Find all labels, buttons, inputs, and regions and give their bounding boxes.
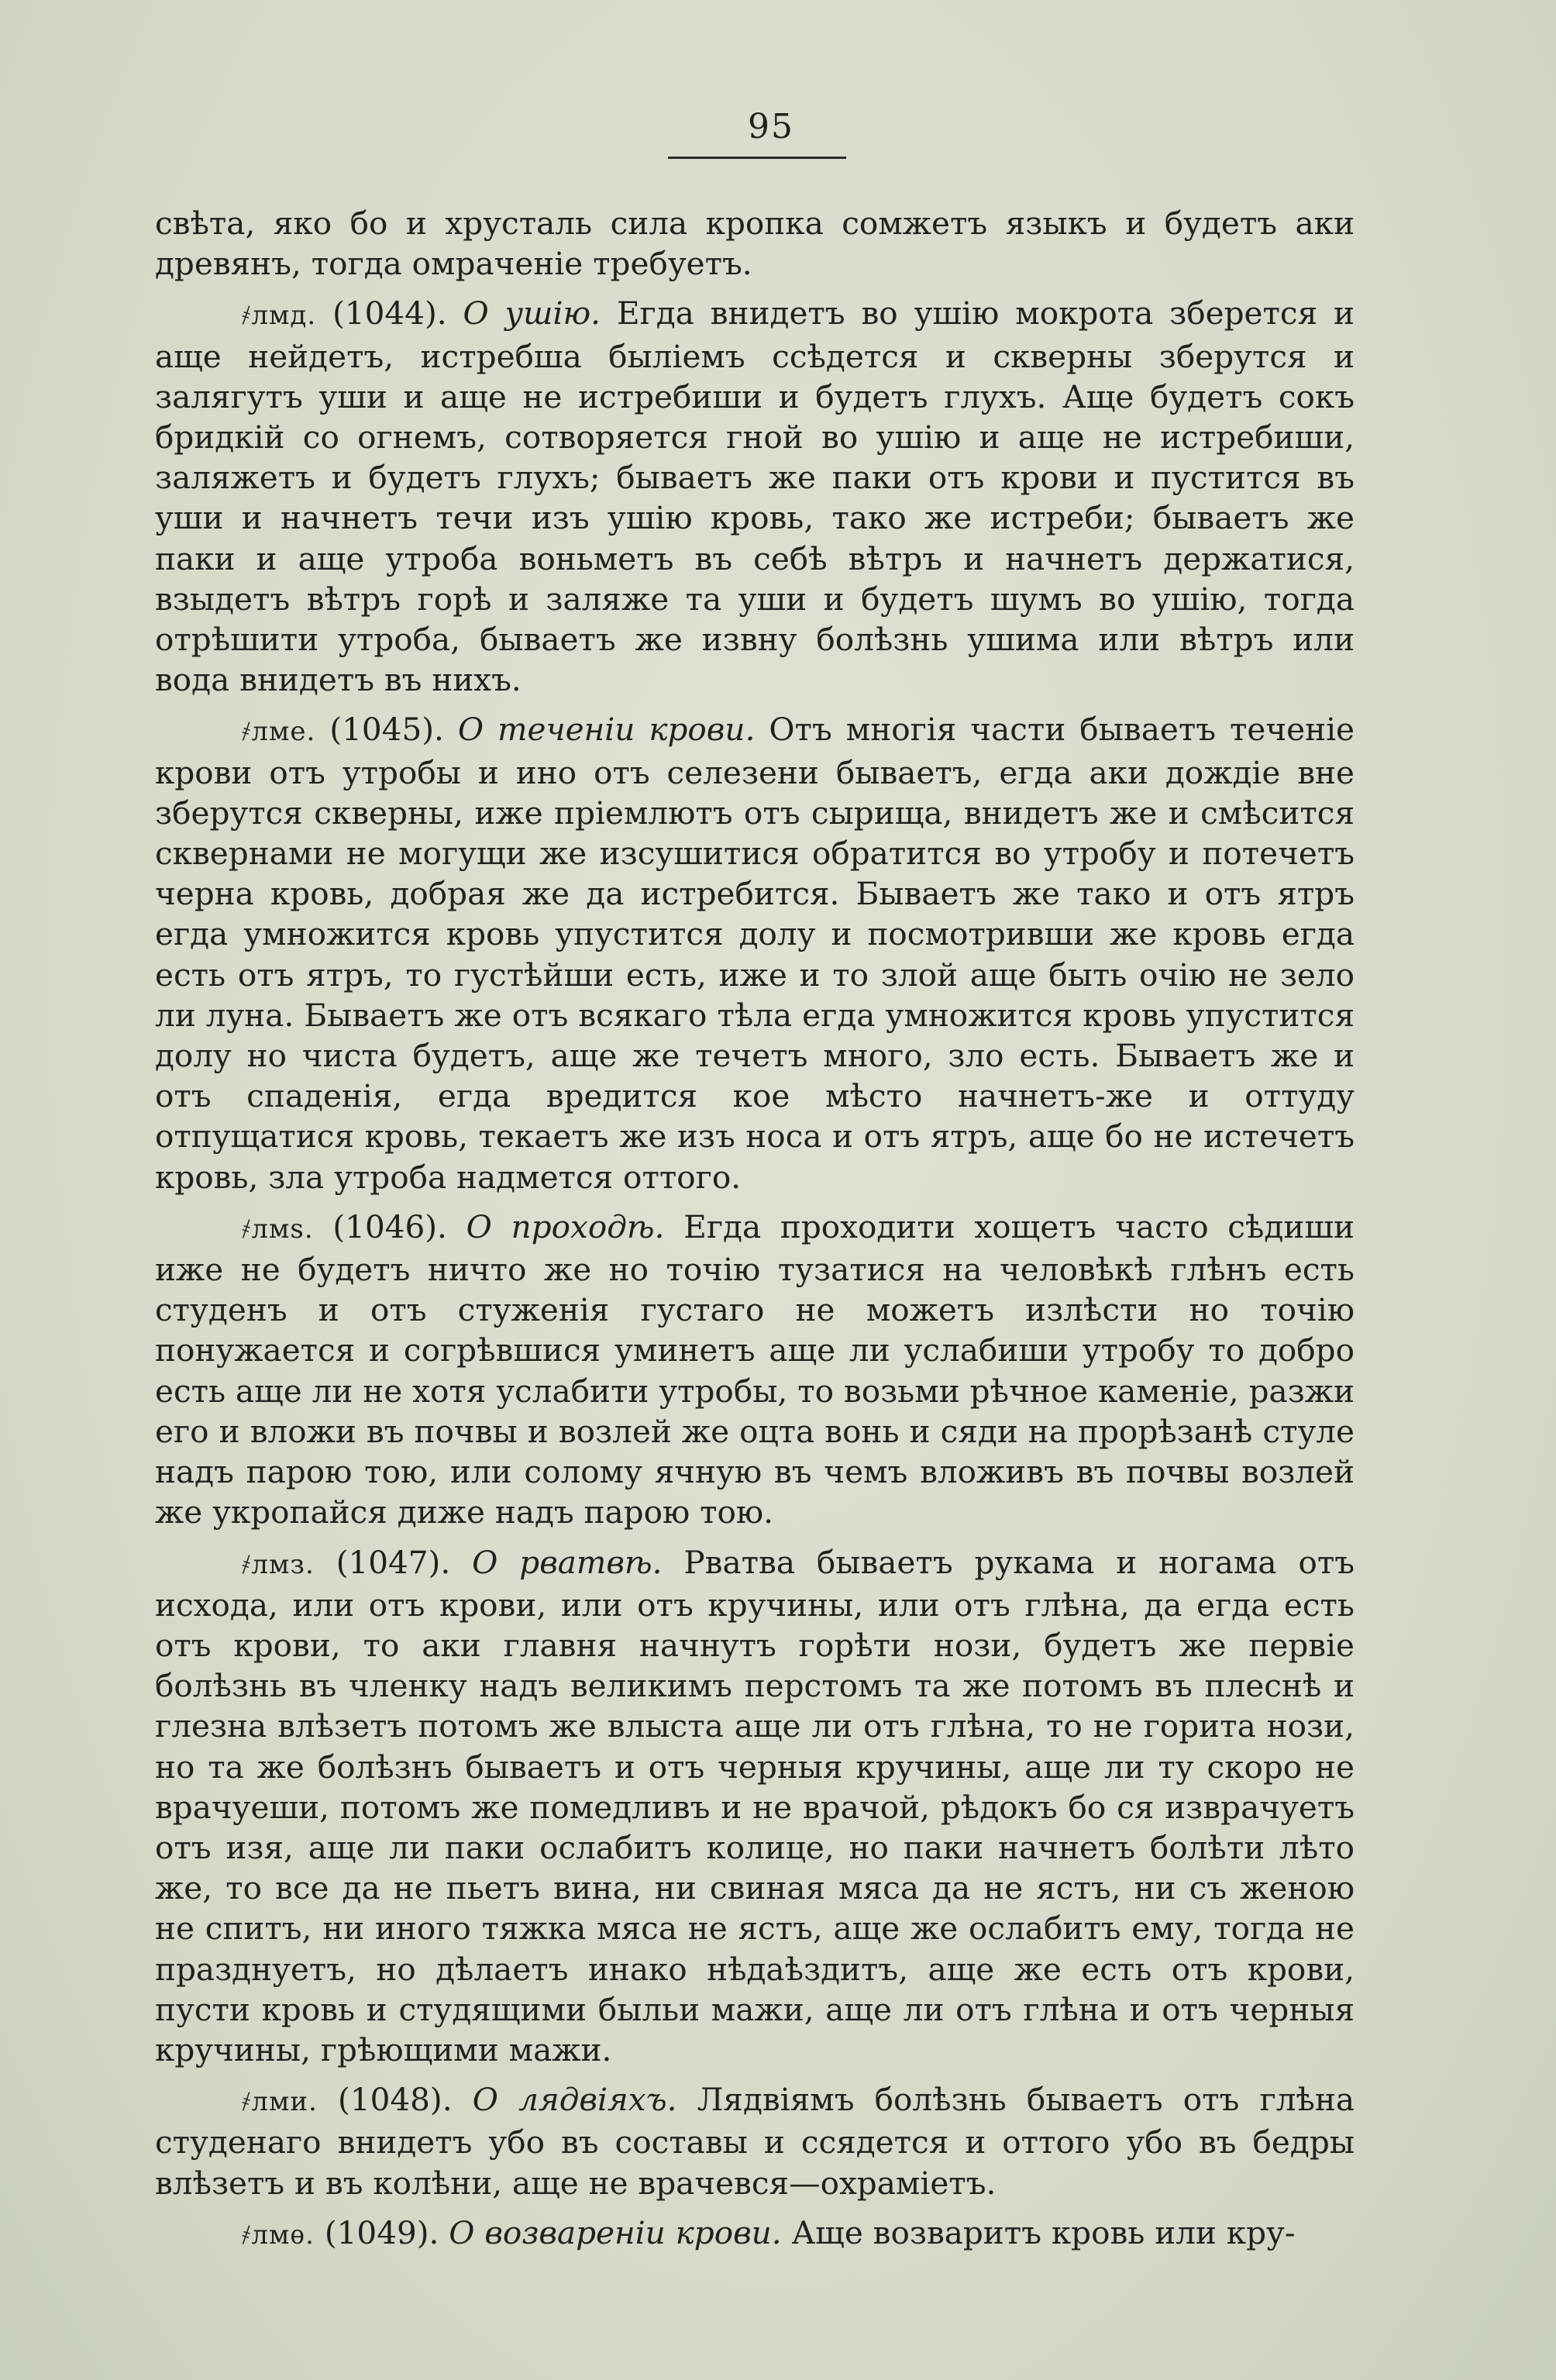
article-marker: ҂лмѳ. <box>242 2219 315 2251</box>
paragraph-continuation <box>155 203 1355 284</box>
article-marker: ҂лме. <box>242 716 316 748</box>
article-text: Рватва бываетъ рукама и ногама отъ исхода, или отъ крови, или отъ кручины, или отъ глѣна, да егда есть отъ крови, то аки главня начнутъ горѣти нози, будетъ же первіе болѣзнь въ членку надъ великимъ перстомъ та же потомъ въ плеснѣ и глезна влѣзетъ потомъ же влыста аще ли отъ глѣна, то не горита нози, но та же болѣзнъ бываетъ и отъ черныя кручины, аще ли ту скоро не врачуеши, потомъ же помедливъ и не врачой, рѣдокъ бо ся изврачуетъ отъ изя, аще ли паки ослабитъ колице, но паки начнетъ болѣти лѣто же, то все да не пьетъ вина, ни свиная мяса да не ястъ, ни съ женою не спитъ, ни иного тяжка мяса не ястъ, аще же ослабитъ ему, тогда не празднуетъ, но дѣлаетъ инако нѣдаѣздитъ, аще же есть отъ крови, пусти кровь и студящими быльи мажи, аще ли отъ глѣна и отъ черныя кручины, грѣющими мажи. <box>155 1543 1355 2068</box>
paragraph-text: свѣта, яко бо и хрусталь сила кропка сомжетъ языкъ и будетъ аки древянъ, тогда омраченіе требуетъ. <box>155 205 1355 283</box>
article-text: Егда проходити хощетъ часто сѣдиши иже не будетъ ничто же но точію тузатися на человѣкѣ глѣнъ есть студенъ и отъ стуженія густаго не можетъ излѣсти но точію понужается и согрѣвшися уминетъ аще ли услабиши утробу то добро есть аще ли не хотя услабити утробы, то возьми рѣчное каменіе, разжи его и вложи въ почвы и возлей же оцта вонь и сяди на прорѣзанѣ стуле надъ парою тою, или солому ячную въ чемъ вложивъ въ почвы возлей же укропайся диже надъ парою тою. <box>155 1207 1355 1531</box>
article-title: О возвареніи крови. <box>449 2213 782 2251</box>
article-1049 <box>155 2213 1355 2255</box>
article-1046 <box>155 1207 1355 1533</box>
article-1045 <box>155 709 1355 1197</box>
article-marker: ҂лмд. <box>242 300 317 332</box>
page-number: 95 <box>748 107 794 146</box>
article-1047 <box>155 1542 1355 2071</box>
page-body <box>155 203 1355 2265</box>
article-marker: ҂лми. <box>242 2086 318 2118</box>
article-title: О лядвіяхъ. <box>472 2081 677 2119</box>
article-number: (1046). <box>332 1207 447 1245</box>
article-number: (1047). <box>336 1543 451 1581</box>
article-text: Лядвіямъ болѣзнь бываетъ отъ глѣна студенаго внидетъ убо въ составы и ссядется и оттого убо въ бедры влѣзетъ и въ колѣни, аще не врачевся—охраміетъ. <box>155 2081 1355 2202</box>
article-number: (1045). <box>329 711 444 749</box>
article-1048 <box>155 2079 1355 2203</box>
article-number: (1048). <box>338 2081 453 2119</box>
article-1044 <box>155 293 1355 700</box>
article-title: О рватвѣ. <box>472 1543 663 1581</box>
article-text: Отъ многія части бываетъ теченіе крови отъ утробы и ино отъ селезени бываетъ, егда аки дождіе вне зберутся скверны, иже пріемлютъ отъ сырища, внидетъ же и смѣсится сквернами не могущи же изсушитися обратится во утробу и потечетъ черна кровь, добрая же да истребится. Бываетъ же тако и отъ ятръ егда умножится кровь упустится долу и посмотривши же кровь егда есть отъ ятръ, то густѣйши есть, иже и то злой аще быть очію не зело ли луна. Бываетъ же отъ всякаго тѣла егда умножится кровь упустится долу но чиста будетъ, аще же течетъ много, зло есть. Бываетъ же и отъ спаденія, егда вредится кое мѣсто начнетъ-же и оттуду отпущатися кровь, текаетъ же изъ носа и отъ ятръ, аще бо не истечетъ кровь, зла утроба надмется оттого. <box>155 711 1355 1196</box>
article-marker: ҂лмз. <box>242 1548 315 1580</box>
article-text: Аще возваритъ кровь или кру- <box>791 2213 1296 2251</box>
article-number: (1044). <box>332 294 447 332</box>
article-text: Егда внидетъ во ушію мокрота зберется и аще нейдетъ, истребша быліемъ ссѣдется и скверны зберутся и залягутъ уши и аще не истребиши и будетъ глухъ. Аще будетъ сокъ бридкій со огнемъ, сотворяется гной во ушію и аще не истребиши, заляжетъ и будетъ глухъ; бываетъ же паки отъ крови и пустится въ уши и начнетъ течи изъ ушію кровь, тако же истреби; бываетъ же паки и аще утроба воньметъ въ себѣ вѣтръ и начнетъ держатися, взыдетъ вѣтръ горѣ и заляже та уши и будетъ шумъ во ушію, тогда отрѣшити утроба, бываетъ же извну болѣзнь ушима или вѣтръ или вода внидетъ въ нихъ. <box>155 294 1355 699</box>
article-number: (1049). <box>324 2213 439 2251</box>
article-title: О ушію. <box>463 294 601 332</box>
page-number-rule <box>668 157 846 159</box>
article-marker: ҂лмѕ. <box>242 1213 314 1245</box>
article-title: О проходѣ. <box>466 1207 665 1245</box>
article-title: О теченіи крови. <box>457 711 756 749</box>
